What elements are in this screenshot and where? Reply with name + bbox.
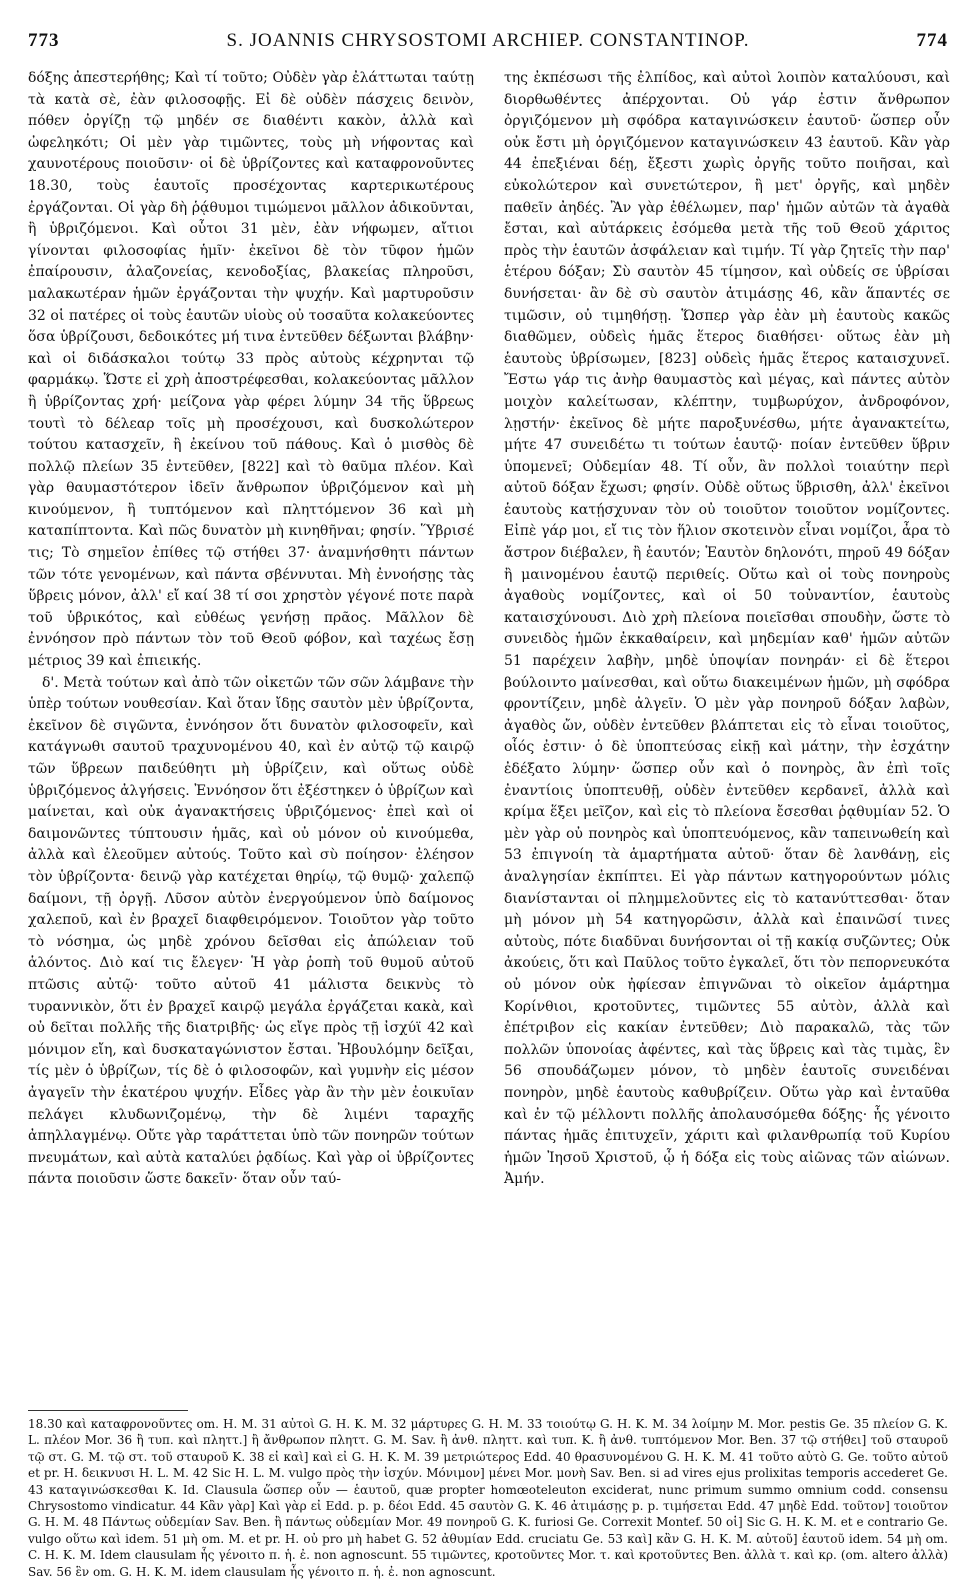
right-column [504,68,950,1408]
page-number-left: 773 [28,30,60,51]
running-header [28,30,948,58]
footnotes: 18.30 καὶ καταφρονοῦντες om. H. M. 31 αὐτοὶ G. H. K. M. 32 μάρτυρες G. H. M. 33 τοιούτῳ G. H. K. M. 34 λοίμην M. Mor. pestis Ge. 35 πλείον G. K. L. πλέον Mor. 36 ἢ τυπ. καὶ πληττ.] ἢ ἄνθρωπον πληττ. G. M. Sav. ἢ ἀνθ. πληττ. καὶ τυπ. K. ἢ ἀνθ. τυπτόμενον Mor. Ben. 37 τῷ στήθει] τοῦ σταυροῦ τῷ στ. G. M. τῷ στ. τοῦ σταυροῦ K. 38 εἰ καὶ] καὶ εἰ G. H. K. M. 39 μετριώτερος Edd. 40 θρασυνομένου G. H. K. M. 41 τοῦτο αὐτὸ G. Ge. τοῦτο αὐτοῦ et pr. H. δεικνυσι H. L. M. 42 Sic H. L. M. vulgo πρὸς τὴν ἰσχύν. Μόνιμον] μένει Mor. μονὴ Sav. Ben. si ad vires ejus prolixitas temporis accederet Ge. 43 καταγινώσκεσθαι K. Id. Clausula ὥσπερ οὖν — ἑαυτοῦ, quæ propter homœoteleuton exciderat, nunc primum summo omnium codd. consensu Chrysostomo vindicatur. 44 Κἂν γὰρ] Καὶ γὰρ εἰ Edd. p. p. δέοι Edd. 45 σαυτὸν G. K. 46 ἀτιμάσῃς p. p. τιμήσεται Edd. 47 μηδὲ Edd. τοῦτον] τοιοῦτον G. H. M. 48 Πάντως οὐδεμίαν Sav. Ben. ἢ πάντως οὐδεμίαν Mor. 49 πονηροῦ G. K. furiosi Ge. Correxit Montef. 50 οἱ] Sic G. H. K. M. et e contrario Ge. vulgo οὕτω καὶ idem. 51 μὴ om. M. et pr. H. οὐ pro μὴ habet G. 52 ἀθυμίαν Edd. cruciatu Ge. 53 καὶ] κἂν G. H. K. M. αὐτοῦ] ἑαυτοῦ idem. 54 μὴ om. C. H. K. M. Idem clausulam ἧς γένοιτο π. ἡ. ἐ. non agnoscunt. 55 τιμῶντες, κροτοῦντες Mor. τ. καὶ κροτοῦντες Ben. ἀλλὰ τ. καὶ κρ. (om. altero ἀλλὰ) Sav. 56 ἓν om. G. H. K. M. idem clausulam ἧς γένοιτο π. ἡ. ἐ. non agnoscunt. [28,1417,948,1579]
running-title: S. JOANNIS CHRYSOSTOMI ARCHIEP. CONSTANTINOP. [226,30,750,51]
left-column [28,68,474,1408]
footnote-divider [28,1410,188,1411]
paragraph: δόξης ἀπεστερήθης; Καὶ τί τοῦτο; Οὐδὲν γὰρ ἐλάττωται ταύτῃ τὰ κατὰ σὲ, ἐὰν φιλοσοφῇς. Εἰ δὲ οὐδὲν πάσχεις δεινὸν, πόθεν ὀργίζῃ τῷ μηδέν σε διαθέντι κακὸν, ἀλλὰ καὶ ὠφεληκότι; Οἱ μὲν γὰρ τιμῶντες, τοὺς μὴ νήφοντας καὶ χαυνοτέρους ποιοῦσιν· οἱ δὲ ὑβρίζοντες καὶ καταφρονοῦντες 18.30, τοὺς ἑαυτοῖς προσέχοντας καρτερικωτέρους ἐργάζονται. Οἱ γὰρ δὴ ῥᾴθυμοι τιμώμενοι μᾶλλον ἀδικοῦνται, ἢ ὑβριζόμενοι. Καὶ οὗτοι 31 μὲν, ἐὰν νήφωμεν, αἴτιοι γίνονται φιλοσοφίας ἡμῖν· ἐκεῖνοι δὲ τὸν τῦφον ἡμῶν ἐπαίρουσιν, ἀλαζονείας, κενοδοξίας, βλακείας πληροῦσι, μαλακωτέραν ἡμῶν ἐργάζονται τὴν ψυχήν. Καὶ μαρτυροῦσιν 32 οἱ πατέρες οἱ τοὺς ἑαυτῶν υἱοὺς οὐ τοσαῦτα κολακεύοντες ὅσα ὑβρίζουσι, δεδοικότες μή τινα ἐντεῦθεν δέξωνται βλάβην· καὶ οἱ διδάσκαλοι τούτῳ 33 πρὸς αὐτοὺς κέχρηνται τῷ φαρμάκῳ. Ὥστε εἰ χρὴ ἀποστρέφεσθαι, κολακεύοντας μᾶλλον ἢ ὑβρίζοντας χρή· μείζονα γὰρ φέρει λύμην 34 τῆς ὕβρεως τουτὶ τὸ δέλεαρ τοῖς μὴ προσέχουσι, καὶ δυσκολώτερον τούτου κατασχεῖν, ἢ ἐκείνου τοῦ πάθους. Καὶ ὁ μισθὸς δὲ πολλῷ πλείων 35 ἐντεῦθεν, [822] καὶ τὸ θαῦμα πλέον. Καὶ γὰρ θαυμαστότερον ἰδεῖν ἄνθρωπον ὑβριζόμενον καὶ μὴ κινούμενον, ἢ τυπτόμενον καὶ πληττόμενον 36 καὶ μὴ καταπίπτοντα. Καὶ πῶς δυνατὸν μὴ κινηθῆναι; φησίν. Ὕβρισέ τις; Τὸ σημεῖον ἐπίθες τῷ στήθει 37· ἀναμνήσθητι πάντων τῶν τότε γενομένων, καὶ πάντα σβέννυται. Μὴ ἐννοήσῃς τὰς ὕβρεις μόνον, ἀλλ' εἴ καί 38 τί σοι χρηστὸν γέγονέ ποτε παρὰ τοῦ ὑβρικότος, καὶ εὐθέως γενήσῃ πρᾶος. Μᾶλλον δὲ ἐννόησον πρὸ πάντων τὸν τοῦ Θεοῦ φόβον, καὶ ταχέως ἔσῃ μέτριος 39 καὶ ἐπιεικής. [28,70,474,670]
paragraph: δ'. Μετὰ τούτων καὶ ἀπὸ τῶν οἰκετῶν τῶν σῶν λάμβανε τὴν ὑπὲρ τούτων νουθεσίαν. Καὶ ὅταν ἴδῃς σαυτὸν μὲν ὑβρίζοντα, ἐκεῖνον δὲ σιγῶντα, ἐννόησον ὅτι δυνατὸν φιλοσοφεῖν, καὶ κατάγνωθι σαυτοῦ τραχυνομένου 40, καὶ ἐν αὐτῷ τῷ καιρῷ τῶν ὕβρεων παιδεύθητι μὴ ὑβρίζειν, καὶ οὕτως οὐδὲ ὑβριζόμενος ἀλγήσεις. Ἐννόησον ὅτι ἐξέστηκεν ὁ ὑβρίζων καὶ μαίνεται, καὶ οὐκ ἀγανακτήσεις ὑβριζόμενος· ἐπεὶ καὶ οἱ δαιμονῶντες τύπτουσιν ἡμᾶς, καὶ οὐ μόνον οὐ κινούμεθα, ἀλλὰ καὶ ἐλεοῦμεν αὐτούς. Τοῦτο καὶ σὺ ποίησον· ἐλέησον τὸν ὑβρίζοντα· δεινῷ γὰρ κατέχεται θηρίῳ, τῷ θυμῷ· χαλεπῷ δαίμονι, τῇ ὀργῇ. Λῦσον αὐτὸν ἐνεργούμενον ὑπὸ δαίμονος χαλεποῦ, καὶ ἐν βραχεῖ διαφθειρόμενον. Τοιοῦτον γὰρ τοῦτο τὸ νόσημα, ὡς μηδὲ χρόνου δεῖσθαι εἰς ἀπώλειαν τοῦ ἁλόντος. Διὸ καί τις ἔλεγεν· Ἡ γὰρ ῥοπὴ τοῦ θυμοῦ αὐτοῦ πτῶσις αὐτῷ· τοῦτο αὐτοῦ 41 μάλιστα δεικνὺς τὸ τυραννικὸν, ὅτι ἐν βραχεῖ καιρῷ μεγάλα ἐργάζεται κακὰ, καὶ οὐ δεῖται πολλῆς τῆς διατριβῆς· ὡς εἴγε πρὸς τῇ ἰσχύϊ 42 καὶ μόνιμον εἴη, καὶ δυσκαταγώνιστον ἔσται. Ἠβουλόμην δεῖξαι, τίς μὲν ὁ ὑβρίζων, τίς δὲ ὁ φιλοσοφῶν, καὶ γυμνὴν εἰς μέσον ἀγαγεῖν τὴν ἑκατέρου ψυχήν. Εἶδες γὰρ ἂν τὴν μὲν ἐοικυῖαν πελάγει κλυδωνιζομένῳ, τὴν δὲ λιμένι ταραχῆς ἀπηλλαγμένῳ. Οὔτε γὰρ ταράττεται ὑπὸ τῶν πονηρῶν τούτων πνευμάτων, καὶ αὐτὰ καταλύει ῥᾳδίως. Καὶ γὰρ οἱ ὑβρίζοντες πάντα ποιοῦσιν ὥστε δακεῖν· ὅταν οὖν ταύ- [28,674,474,1188]
page-number-right: 774 [916,30,948,51]
text-columns [28,68,950,1408]
paragraph: της ἐκπέσωσι τῆς ἐλπίδος, καὶ αὐτοὶ λοιπὸν καταλύουσι, καὶ διορθωθέντες ἀπέρχονται. Οὐ γάρ ἐστιν ἄνθρωπον ὀργιζόμενον μὴ σφόδρα καταγινώσκειν ἑαυτοῦ· ὥσπερ οὖν οὐκ ἔστι μὴ ὀργιζόμενον καταγινώσκειν 43 ἑαυτοῦ. Κἂν γὰρ 44 ἐπεξιέναι δέῃ, ἔξεστι χωρὶς ὀργῆς τοῦτο ποιῆσαι, καὶ εὐκολώτερον καὶ συνετώτερον, ἢ μετ' ὀργῆς, καὶ μηδὲν παθεῖν ἀηδές. Ἂν γὰρ ἐθέλωμεν, παρ' ἡμῶν αὐτῶν τὰ ἀγαθὰ ἔσται, καὶ αὐτάρκεις ἐσόμεθα μετὰ τῆς τοῦ Θεοῦ χάριτος πρὸς τὴν ἑαυτῶν ἀσφάλειαν καὶ τιμήν. Τί γὰρ ζητεῖς τὴν παρ' ἑτέρου δόξαν; Σὺ σαυτὸν 45 τίμησον, καὶ οὐδείς σε ὑβρίσαι δυνήσεται· ἂν δὲ σὺ σαυτὸν ἀτιμάσῃς 46, κἂν ἅπαντές σε τιμῶσιν, οὐ τιμηθήσῃ. Ὥσπερ γὰρ ἐὰν μὴ ἑαυτοὺς κακῶς διαθῶμεν, οὐδεὶς ἡμᾶς ἕτερος διαθήσει· οὕτως ἐὰν μὴ ἑαυτοὺς ὑβρίσωμεν, [823] οὐδεὶς ἡμᾶς ἕτερος καταισχυνεῖ. Ἔστω γάρ τις ἀνὴρ θαυμαστὸς καὶ μέγας, καὶ πάντες αὐτὸν μοιχὸν καλείτωσαν, κλέπτην, τυμβωρύχον, ἀνδροφόνον, λῃστήν· ἐκεῖνος δὲ μήτε παροξυνέσθω, μήτε ἀγανακτείτω, μήτε 47 συνειδέτω τι τούτων ἑαυτῷ· ποίαν ἐντεῦθεν ὕβριν ὑπομενεῖ; Οὐδεμίαν 48. Τί οὖν, ἂν πολλοὶ τοιαύτην περὶ αὐτοῦ δόξαν ἔχωσι; φησίν. Οὐδὲ οὕτως ὕβρισθη, ἀλλ' ἐκεῖνοι ἑαυτοὺς κατῄσχυναν τὸν οὐ τοιοῦτον τοιοῦτον νομίζοντες. Εἰπὲ γάρ μοι, εἴ τις τὸν ἥλιον σκοτεινὸν εἶναι νομίζοι, ἆρα τὸ ἄστρον διέβαλεν, ἢ ἑαυτόν; Ἑαυτὸν δηλονότι, πηροῦ 49 δόξαν ἢ μαινομένου ἑαυτῷ περιθείς. Οὕτω καὶ οἱ τοὺς πονηροὺς ἀγαθοὺς νομίζοντες, καὶ οἱ 50 τοὐναντίον, ἑαυτοὺς καταισχύνουσι. Διὸ χρὴ πλείονα ποιεῖσθαι σπουδὴν, ὥστε τὸ συνειδὸς ἡμῶν ἐκκαθαίρειν, καὶ μηδεμίαν καθ' ἡμῶν αὐτῶν 51 παρέχειν λαβὴν, μηδὲ ὑποψίαν πονηράν· εἰ δὲ ἕτεροι βούλοιντο μαίνεσθαι, καὶ οὕτω διακειμένων ἡμῶν, μὴ σφόδρα φροντίζειν, μηδὲ ἀλγεῖν. Ὁ μὲν γὰρ πονηροῦ δόξαν λαβὼν, ἀγαθὸς ὤν, οὐδὲν ἐντεῦθεν βλάπτεται εἰς τὸ εἶναι τοιοῦτος, οἷός ἐστιν· ὁ δὲ ὑποπτεύσας εἰκῇ καὶ μάτην, τὴν ἐσχάτην ἐδέξατο λύμην· ὥσπερ οὖν καὶ ὁ πονηρὸς, ἂν ἐπὶ τοῖς ἐναντίοις ὑποπτευθῇ, οὐδὲν ἐντεῦθεν κερδανεῖ, ἀλλὰ καὶ κρίμα ἕξει μεῖζον, καὶ εἰς τὸ πλείονα ἔσεσθαι ῥᾳθυμίαν 52. Ὁ μὲν γὰρ οὐ πονηρὸς καὶ ὑποπτευόμενος, κἂν ταπεινωθείη καὶ 53 ἐπιγνοίη τὰ ἁμαρτήματα αὐτοῦ· ὅταν δὲ λανθάνῃ, εἰς ἀναλγησίαν ἐκπίπτει. Εἰ γὰρ πάντων κατηγορούντων μόλις διανίστανται οἱ πλημμελοῦντες εἰς τὸ κατανύττεσθαι· ὅταν μὴ μόνον μὴ 54 κατηγορῶσιν, ἀλλὰ καὶ ἐπαινῶσί τινες αὐτοὺς, πότε διαδῦναι δυνήσονται οἱ τῇ κακίᾳ συζῶντες; Οὐκ ἀκούεις, ὅτι καὶ Παῦλος τοῦτο ἐγκαλεῖ, ὅτι τὸν πεπορνευκότα οὐ μόνον οὐκ ἠφίεσαν ἐπιγνῶναι τὸ οἰκεῖον ἁμάρτημα Κορίνθιοι, κροτοῦντες, τιμῶντες 55 αὐτὸν, ἀλλὰ καὶ ἐπέτριβον εἰς κακίαν ἐντεῦθεν; Διὸ παρακαλῶ, τὰς τῶν πολλῶν ὑπονοίας ἀφέντες, καὶ τὰς ὕβρεις καὶ τὰς τιμὰς, ἓν 56 σπουδάζωμεν μόνον, τὸ μηδὲν ἑαυτοῖς συνειδέναι πονηρὸν, μηδὲ ἑαυτοὺς καθυβρίζειν. Οὕτω γὰρ καὶ ἐνταῦθα καὶ ἐν τῷ μέλλοντι πολλῆς ἀπολαυσόμεθα δόξης· ἧς γένοιτο πάντας ἡμᾶς ἐπιτυχεῖν, χάριτι καὶ φιλανθρωπίᾳ τοῦ Κυρίου ἡμῶν Ἰησοῦ Χριστοῦ, ᾧ ἡ δόξα εἰς τοὺς αἰῶνας τῶν αἰώνων. Ἀμήν. [504,70,950,1188]
